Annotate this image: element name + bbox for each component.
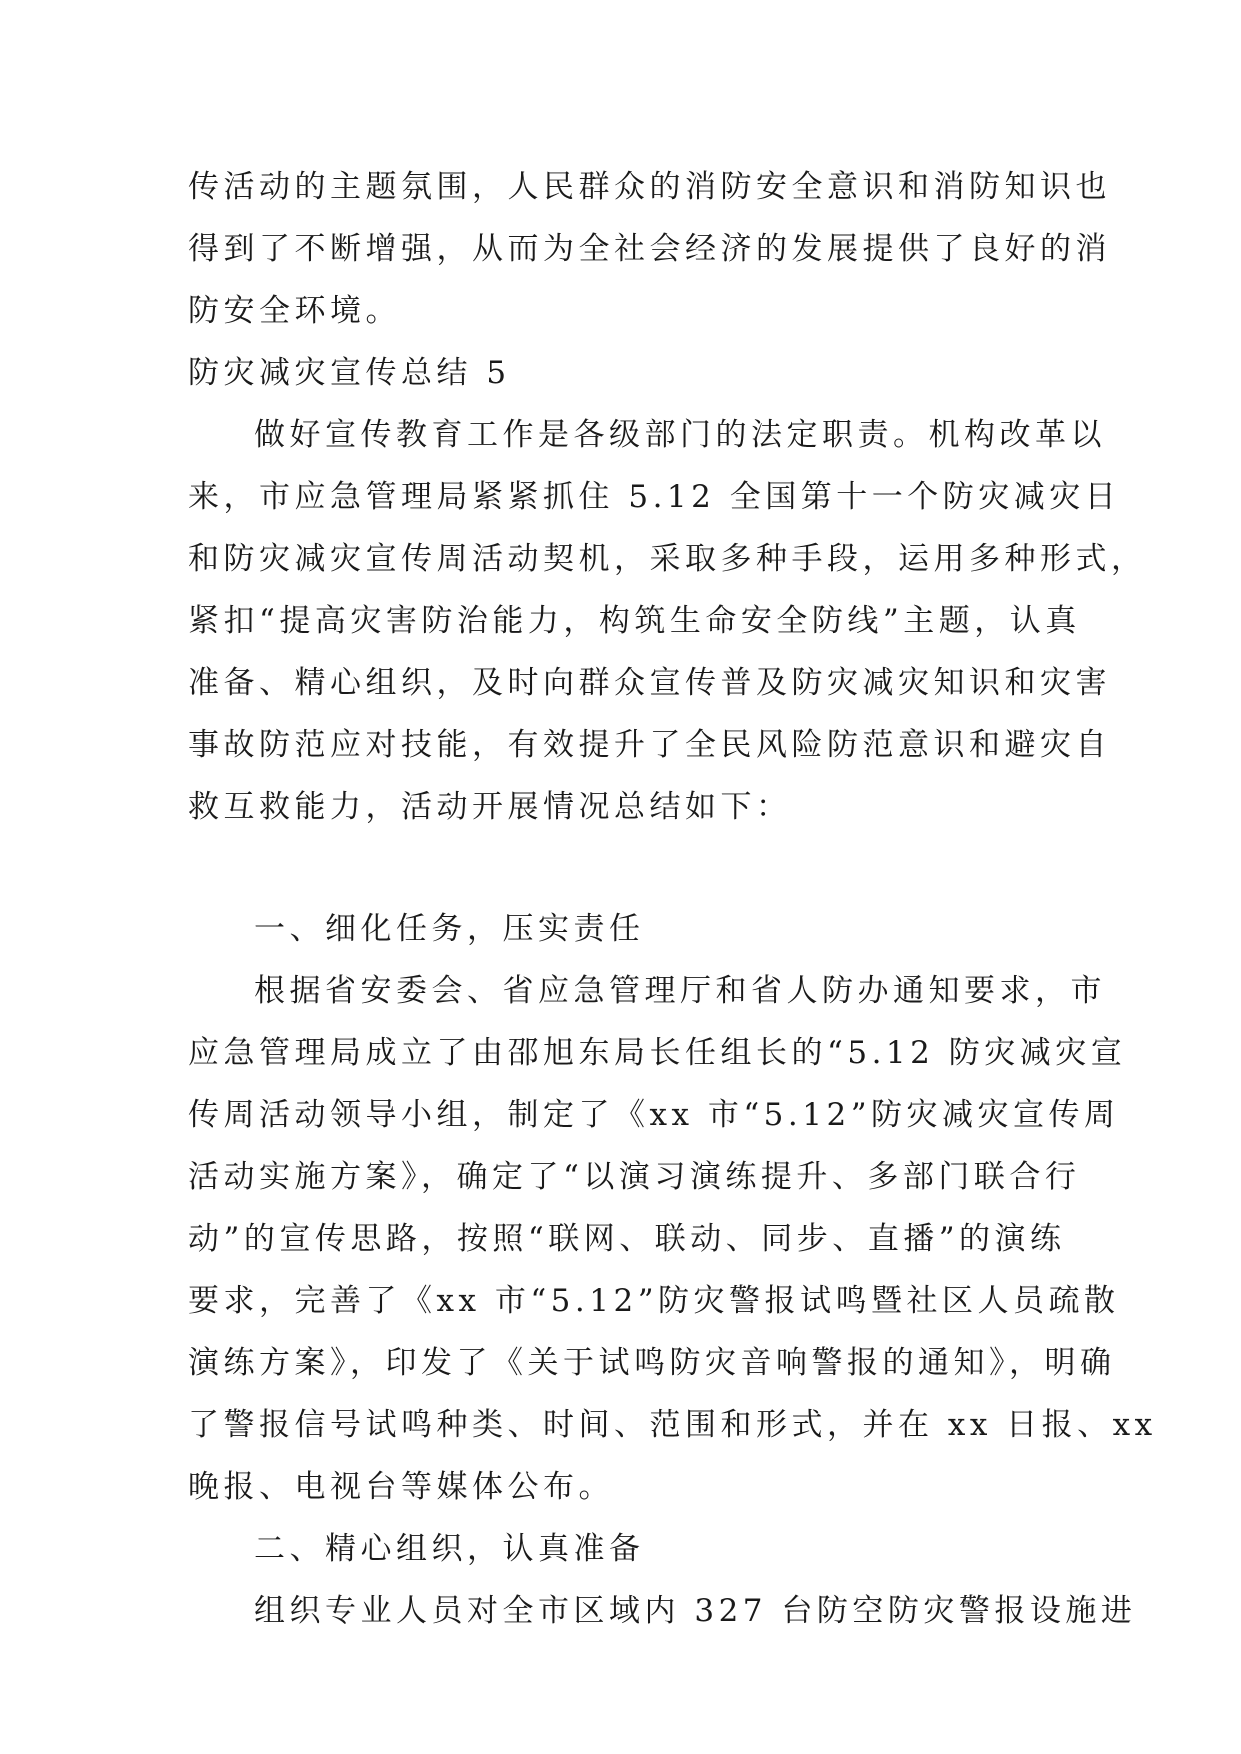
paragraph-line: 救互救能力，活动开展情况总结如下： — [188, 789, 792, 825]
document-body — [188, 156, 1157, 1642]
paragraph-line: 得到了不断增强，从而为全社会经济的发展提供了良好的消 — [188, 231, 1111, 267]
paragraph-line: 晚报、电视台等媒体公布。 — [188, 1469, 614, 1505]
section-heading: 一、细化任务，压实责任 — [254, 911, 645, 947]
section-title: 防灾减灾宣传总结 5 — [188, 355, 511, 391]
paragraph-line: 紧扣“提高灾害防治能力，构筑生命安全防线”主题，认真 — [188, 603, 1081, 639]
paragraph-line: 防安全环境。 — [188, 293, 401, 329]
paragraph-line: 组织专业人员对全市区域内 327 台防空防灾警报设施进 — [254, 1593, 1137, 1629]
paragraph-line: 动”的宣传思路，按照“联网、联动、同步、直播”的演练 — [188, 1221, 1066, 1257]
paragraph-line: 和防灾减灾宣传周活动契机，采取多种手段，运用多种形式， — [188, 541, 1147, 577]
paragraph-line: 事故防范应对技能，有效提升了全民风险防范意识和避灾自 — [188, 727, 1111, 763]
blank-space — [188, 838, 1056, 898]
paragraph-line: 传周活动领导小组，制定了《xx 市“5.12”防灾减灾宣传周 — [188, 1097, 1120, 1133]
paragraph-line: 演练方案》，印发了《关于试鸣防灾音响警报的通知》，明确 — [188, 1345, 1116, 1381]
paragraph-line: 来，市应急管理局紧紧抓住 5.12 全国第十一个防灾减灾日 — [188, 479, 1121, 515]
section-heading: 二、精心组织，认真准备 — [254, 1531, 645, 1567]
paragraph-line: 根据省安委会、省应急管理厅和省人防办通知要求，市 — [254, 973, 1106, 1009]
paragraph-line: 应急管理局成立了由邵旭东局长任组长的“5.12 防灾减灾宣 — [188, 1035, 1127, 1071]
paragraph-line: 活动实施方案》，确定了“以演习演练提升、多部门联合行 — [188, 1159, 1081, 1195]
paragraph-line: 了警报信号试鸣种类、时间、范围和形式，并在 xx 日报、xx — [188, 1407, 1157, 1443]
paragraph-line: 准备、精心组织，及时向群众宣传普及防灾减灾知识和灾害 — [188, 665, 1111, 701]
paragraph-line: 传活动的主题氛围，人民群众的消防安全意识和消防知识也 — [188, 169, 1111, 205]
paragraph-line: 要求，完善了《xx 市“5.12”防灾警报试鸣暨社区人员疏散 — [188, 1283, 1120, 1319]
paragraph-line: 做好宣传教育工作是各级部门的法定职责。机构改革以 — [254, 417, 1106, 453]
